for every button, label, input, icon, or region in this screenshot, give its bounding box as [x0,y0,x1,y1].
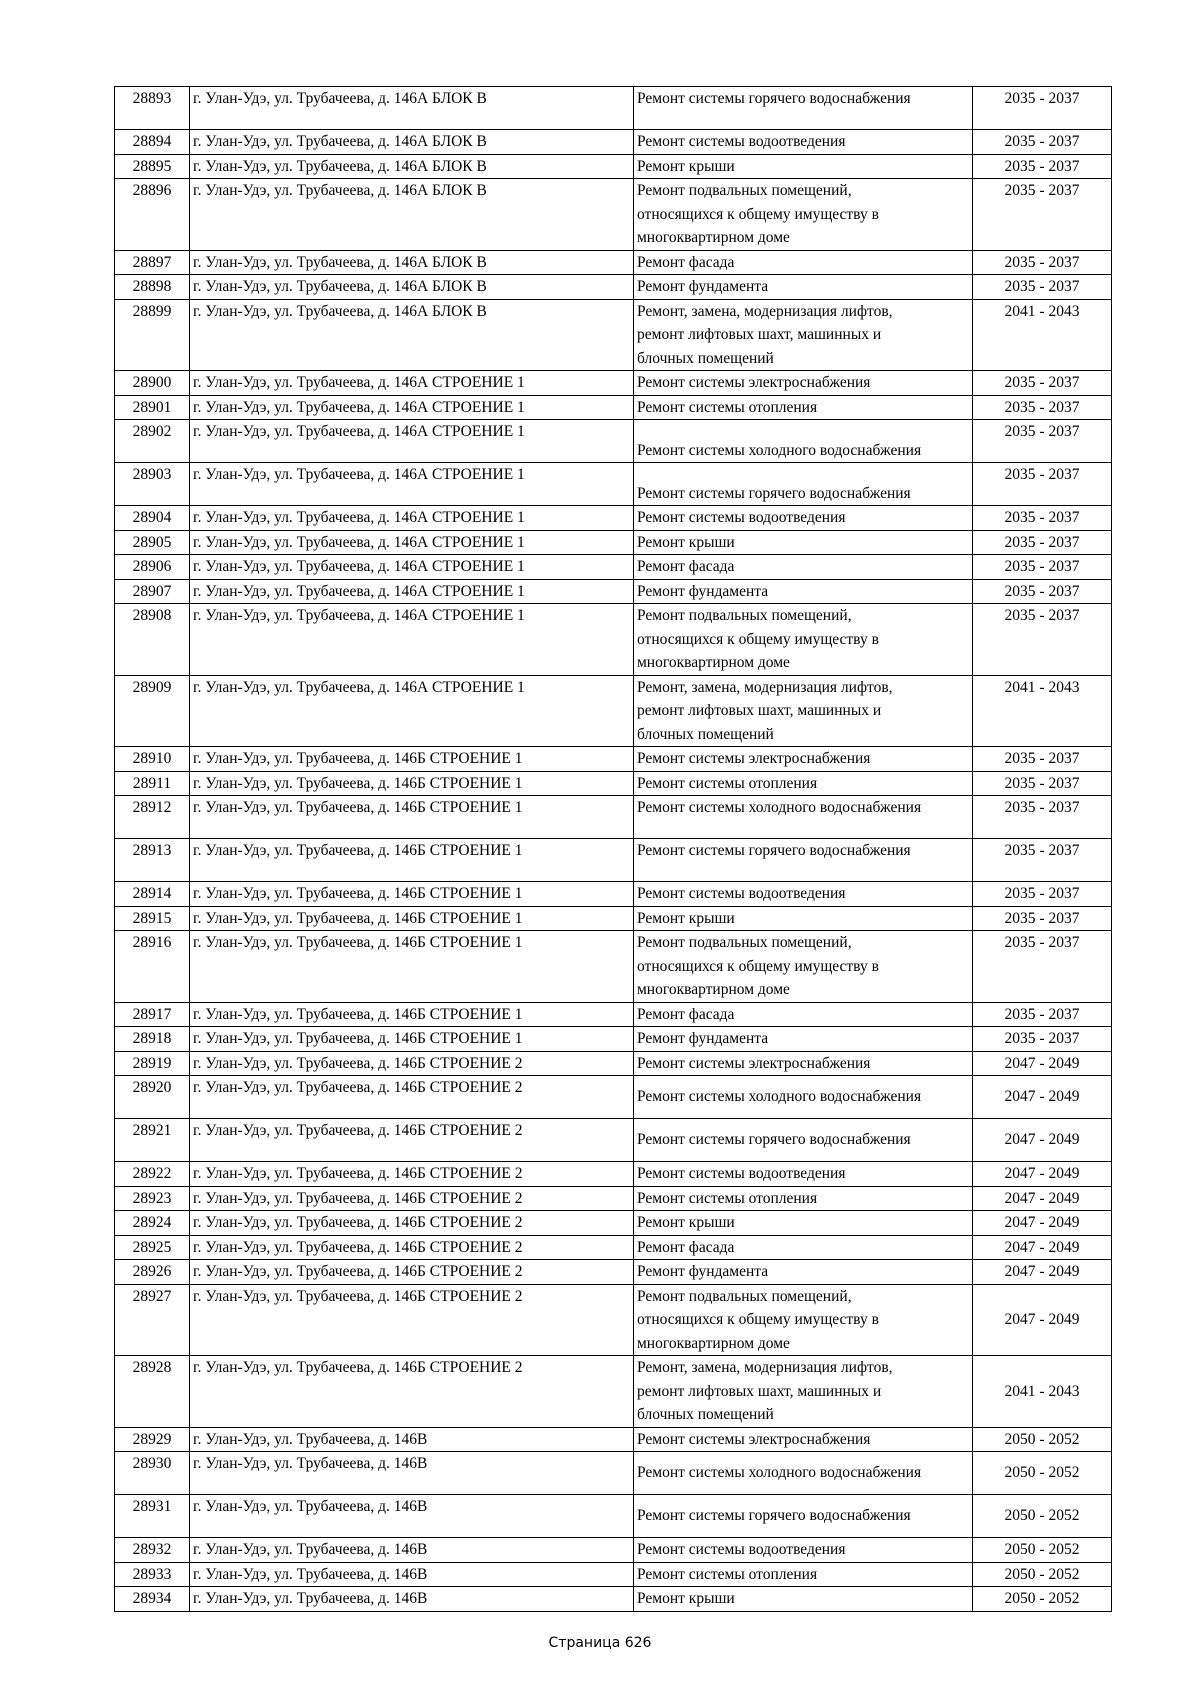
work-type-cell: Ремонт, замена, модернизация лифтов, ремонт лифтовых шахт, машинных и блочных помещений [634,675,973,747]
table-row [115,579,1112,604]
work-type-cell: Ремонт подвальных помещений, относящихся к общему имуществу в многоквартирном доме [634,604,973,676]
address-cell: г. Улан-Удэ, ул. Трубачеева, д. 146В [190,1587,634,1612]
row-number-cell: 28901 [115,395,190,420]
work-type-cell: Ремонт системы отопления [634,771,973,796]
table-row [115,771,1112,796]
period-cell: 2035 - 2037 [973,579,1112,604]
period-cell: 2035 - 2037 [973,395,1112,420]
address-cell: г. Улан-Удэ, ул. Трубачеева, д. 146Б СТРОЕНИЕ 1 [190,796,634,839]
table-row [115,796,1112,839]
address-cell: г. Улан-Удэ, ул. Трубачеева, д. 146А СТРОЕНИЕ 1 [190,395,634,420]
row-number-cell: 28910 [115,747,190,772]
table-row [115,506,1112,531]
row-number-cell: 28893 [115,87,190,130]
row-number-cell: 28900 [115,371,190,396]
table-row [115,275,1112,300]
period-cell: 2035 - 2037 [973,555,1112,580]
table-row [115,299,1112,371]
work-type-cell: Ремонт системы холодного водоснабжения [634,1076,973,1119]
address-cell: г. Улан-Удэ, ул. Трубачеева, д. 146Б СТРОЕНИЕ 2 [190,1356,634,1428]
period-cell: 2035 - 2037 [973,1027,1112,1052]
address-cell: г. Улан-Удэ, ул. Трубачеева, д. 146Б СТРОЕНИЕ 1 [190,1002,634,1027]
work-type-cell: Ремонт системы холодного водоснабжения [634,796,973,839]
period-cell: 2050 - 2052 [973,1427,1112,1452]
row-number-cell: 28916 [115,931,190,1003]
table-row [115,555,1112,580]
repair-schedule-table-container [114,86,1111,1612]
address-cell: г. Улан-Удэ, ул. Трубачеева, д. 146А БЛОК В [190,179,634,251]
address-cell: г. Улан-Удэ, ул. Трубачеева, д. 146Б СТРОЕНИЕ 2 [190,1186,634,1211]
row-number-cell: 28914 [115,882,190,907]
address-cell: г. Улан-Удэ, ул. Трубачеева, д. 146Б СТРОЕНИЕ 2 [190,1119,634,1162]
period-cell: 2047 - 2049 [973,1051,1112,1076]
table-row [115,463,1112,506]
address-cell: г. Улан-Удэ, ул. Трубачеева, д. 146Б СТРОЕНИЕ 2 [190,1076,634,1119]
table-row [115,371,1112,396]
period-cell: 2035 - 2037 [973,154,1112,179]
row-number-cell: 28927 [115,1284,190,1356]
work-type-cell: Ремонт крыши [634,530,973,555]
row-number-cell: 28907 [115,579,190,604]
row-number-cell: 28924 [115,1211,190,1236]
row-number-cell: 28912 [115,796,190,839]
table-row [115,604,1112,676]
table-row [115,1587,1112,1612]
address-cell: г. Улан-Удэ, ул. Трубачеева, д. 146А БЛОК В [190,154,634,179]
address-cell: г. Улан-Удэ, ул. Трубачеева, д. 146Б СТРОЕНИЕ 2 [190,1211,634,1236]
period-cell: 2050 - 2052 [973,1452,1112,1495]
address-cell: г. Улан-Удэ, ул. Трубачеева, д. 146А СТРОЕНИЕ 1 [190,579,634,604]
table-row [115,675,1112,747]
table-row [115,87,1112,130]
row-number-cell: 28929 [115,1427,190,1452]
table-row [115,1076,1112,1119]
row-number-cell: 28895 [115,154,190,179]
row-number-cell: 28915 [115,906,190,931]
table-row [115,839,1112,882]
work-type-cell: Ремонт фасада [634,1235,973,1260]
address-cell: г. Улан-Удэ, ул. Трубачеева, д. 146А БЛОК В [190,299,634,371]
row-number-cell: 28906 [115,555,190,580]
address-cell: г. Улан-Удэ, ул. Трубачеева, д. 146Б СТРОЕНИЕ 1 [190,906,634,931]
period-cell: 2050 - 2052 [973,1495,1112,1538]
row-number-cell: 28913 [115,839,190,882]
period-cell: 2047 - 2049 [973,1211,1112,1236]
period-cell: 2041 - 2043 [973,1356,1112,1428]
address-cell: г. Улан-Удэ, ул. Трубачеева, д. 146Б СТРОЕНИЕ 2 [190,1284,634,1356]
table-row [115,747,1112,772]
period-cell: 2035 - 2037 [973,250,1112,275]
address-cell: г. Улан-Удэ, ул. Трубачеева, д. 146Б СТРОЕНИЕ 1 [190,931,634,1003]
row-number-cell: 28918 [115,1027,190,1052]
table-row [115,882,1112,907]
address-cell: г. Улан-Удэ, ул. Трубачеева, д. 146В [190,1427,634,1452]
table-row [115,1235,1112,1260]
row-number-cell: 28922 [115,1162,190,1187]
table-row [115,1538,1112,1563]
row-number-cell: 28923 [115,1186,190,1211]
table-row [115,1051,1112,1076]
table-row [115,1562,1112,1587]
period-cell: 2035 - 2037 [973,1002,1112,1027]
table-row [115,1186,1112,1211]
row-number-cell: 28904 [115,506,190,531]
period-cell: 2035 - 2037 [973,179,1112,251]
period-cell: 2047 - 2049 [973,1235,1112,1260]
period-cell: 2035 - 2037 [973,371,1112,396]
address-cell: г. Улан-Удэ, ул. Трубачеева, д. 146А БЛОК В [190,130,634,155]
period-cell: 2035 - 2037 [973,463,1112,506]
work-type-cell: Ремонт фасада [634,1002,973,1027]
address-cell: г. Улан-Удэ, ул. Трубачеева, д. 146А СТРОЕНИЕ 1 [190,506,634,531]
period-cell: 2047 - 2049 [973,1186,1112,1211]
table-row [115,530,1112,555]
period-cell: 2035 - 2037 [973,906,1112,931]
work-type-cell: Ремонт системы электроснабжения [634,747,973,772]
row-number-cell: 28911 [115,771,190,796]
address-cell: г. Улан-Удэ, ул. Трубачеева, д. 146Б СТРОЕНИЕ 2 [190,1260,634,1285]
period-cell: 2050 - 2052 [973,1538,1112,1563]
address-cell: г. Улан-Удэ, ул. Трубачеева, д. 146А СТРОЕНИЕ 1 [190,530,634,555]
period-cell: 2035 - 2037 [973,530,1112,555]
table-row [115,1356,1112,1428]
row-number-cell: 28896 [115,179,190,251]
row-number-cell: 28908 [115,604,190,676]
work-type-cell: Ремонт фундамента [634,1027,973,1052]
period-cell: 2047 - 2049 [973,1260,1112,1285]
work-type-cell: Ремонт системы холодного водоснабжения [634,420,973,463]
address-cell: г. Улан-Удэ, ул. Трубачеева, д. 146А БЛОК В [190,275,634,300]
row-number-cell: 28921 [115,1119,190,1162]
work-type-cell: Ремонт крыши [634,906,973,931]
period-cell: 2035 - 2037 [973,771,1112,796]
address-cell: г. Улан-Удэ, ул. Трубачеева, д. 146Б СТРОЕНИЕ 1 [190,771,634,796]
work-type-cell: Ремонт системы электроснабжения [634,371,973,396]
period-cell: 2050 - 2052 [973,1587,1112,1612]
row-number-cell: 28909 [115,675,190,747]
period-cell: 2035 - 2037 [973,420,1112,463]
table-row [115,1162,1112,1187]
work-type-cell: Ремонт системы горячего водоснабжения [634,1119,973,1162]
work-type-cell: Ремонт системы отопления [634,1562,973,1587]
row-number-cell: 28899 [115,299,190,371]
row-number-cell: 28894 [115,130,190,155]
period-cell: 2035 - 2037 [973,87,1112,130]
work-type-cell: Ремонт системы горячего водоснабжения [634,463,973,506]
address-cell: г. Улан-Удэ, ул. Трубачеева, д. 146А БЛОК В [190,87,634,130]
work-type-cell: Ремонт системы электроснабжения [634,1051,973,1076]
table-row [115,179,1112,251]
row-number-cell: 28920 [115,1076,190,1119]
work-type-cell: Ремонт системы холодного водоснабжения [634,1452,973,1495]
period-cell: 2041 - 2043 [973,299,1112,371]
row-number-cell: 28898 [115,275,190,300]
row-number-cell: 28897 [115,250,190,275]
address-cell: г. Улан-Удэ, ул. Трубачеева, д. 146А СТРОЕНИЕ 1 [190,555,634,580]
table-row [115,1211,1112,1236]
address-cell: г. Улан-Удэ, ул. Трубачеева, д. 146Б СТРОЕНИЕ 2 [190,1235,634,1260]
table-row [115,1002,1112,1027]
period-cell: 2035 - 2037 [973,130,1112,155]
address-cell: г. Улан-Удэ, ул. Трубачеева, д. 146Б СТРОЕНИЕ 1 [190,882,634,907]
work-type-cell: Ремонт системы отопления [634,1186,973,1211]
period-cell: 2035 - 2037 [973,506,1112,531]
row-number-cell: 28928 [115,1356,190,1428]
address-cell: г. Улан-Удэ, ул. Трубачеева, д. 146А СТРОЕНИЕ 1 [190,463,634,506]
work-type-cell: Ремонт системы электроснабжения [634,1427,973,1452]
period-cell: 2035 - 2037 [973,275,1112,300]
work-type-cell: Ремонт фундамента [634,275,973,300]
period-cell: 2035 - 2037 [973,931,1112,1003]
address-cell: г. Улан-Удэ, ул. Трубачеева, д. 146А СТРОЕНИЕ 1 [190,371,634,396]
row-number-cell: 28903 [115,463,190,506]
row-number-cell: 28905 [115,530,190,555]
address-cell: г. Улан-Удэ, ул. Трубачеева, д. 146А БЛОК В [190,250,634,275]
address-cell: г. Улан-Удэ, ул. Трубачеева, д. 146Б СТРОЕНИЕ 2 [190,1051,634,1076]
period-cell: 2050 - 2052 [973,1562,1112,1587]
row-number-cell: 28925 [115,1235,190,1260]
period-cell: 2035 - 2037 [973,796,1112,839]
work-type-cell: Ремонт системы отопления [634,395,973,420]
row-number-cell: 28917 [115,1002,190,1027]
work-type-cell: Ремонт системы горячего водоснабжения [634,1495,973,1538]
row-number-cell: 28930 [115,1452,190,1495]
address-cell: г. Улан-Удэ, ул. Трубачеева, д. 146А СТРОЕНИЕ 1 [190,420,634,463]
work-type-cell: Ремонт крыши [634,1211,973,1236]
address-cell: г. Улан-Удэ, ул. Трубачеева, д. 146А СТРОЕНИЕ 1 [190,604,634,676]
work-type-cell: Ремонт системы водоотведения [634,506,973,531]
period-cell: 2035 - 2037 [973,747,1112,772]
work-type-cell: Ремонт крыши [634,1587,973,1612]
table-row [115,395,1112,420]
period-cell: 2047 - 2049 [973,1162,1112,1187]
address-cell: г. Улан-Удэ, ул. Трубачеева, д. 146Б СТРОЕНИЕ 1 [190,1027,634,1052]
period-cell: 2035 - 2037 [973,604,1112,676]
table-row [115,931,1112,1003]
address-cell: г. Улан-Удэ, ул. Трубачеева, д. 146Б СТРОЕНИЕ 2 [190,1162,634,1187]
period-cell: 2035 - 2037 [973,839,1112,882]
table-row [115,1452,1112,1495]
period-cell: 2047 - 2049 [973,1119,1112,1162]
table-row [115,1427,1112,1452]
work-type-cell: Ремонт подвальных помещений, относящихся к общему имуществу в многоквартирном доме [634,931,973,1003]
table-row [115,1260,1112,1285]
work-type-cell: Ремонт системы водоотведения [634,882,973,907]
address-cell: г. Улан-Удэ, ул. Трубачеева, д. 146В [190,1495,634,1538]
table-body [115,87,1112,1612]
address-cell: г. Улан-Удэ, ул. Трубачеева, д. 146Б СТРОЕНИЕ 1 [190,839,634,882]
address-cell: г. Улан-Удэ, ул. Трубачеева, д. 146В [190,1538,634,1563]
work-type-cell: Ремонт подвальных помещений, относящихся к общему имуществу в многоквартирном доме [634,1284,973,1356]
work-type-cell: Ремонт системы горячего водоснабжения [634,839,973,882]
address-cell: г. Улан-Удэ, ул. Трубачеева, д. 146А СТРОЕНИЕ 1 [190,675,634,747]
period-cell: 2041 - 2043 [973,675,1112,747]
row-number-cell: 28902 [115,420,190,463]
row-number-cell: 28934 [115,1587,190,1612]
work-type-cell: Ремонт, замена, модернизация лифтов, ремонт лифтовых шахт, машинных и блочных помещений [634,299,973,371]
work-type-cell: Ремонт подвальных помещений, относящихся к общему имуществу в многоквартирном доме [634,179,973,251]
row-number-cell: 28926 [115,1260,190,1285]
work-type-cell: Ремонт фундамента [634,579,973,604]
row-number-cell: 28932 [115,1538,190,1563]
work-type-cell: Ремонт системы водоотведения [634,1162,973,1187]
table-row [115,1027,1112,1052]
row-number-cell: 28933 [115,1562,190,1587]
table-row [115,130,1112,155]
row-number-cell: 28919 [115,1051,190,1076]
work-type-cell: Ремонт системы горячего водоснабжения [634,87,973,130]
period-cell: 2047 - 2049 [973,1076,1112,1119]
address-cell: г. Улан-Удэ, ул. Трубачеева, д. 146В [190,1562,634,1587]
address-cell: г. Улан-Удэ, ул. Трубачеева, д. 146В [190,1452,634,1495]
work-type-cell: Ремонт системы водоотведения [634,1538,973,1563]
address-cell: г. Улан-Удэ, ул. Трубачеева, д. 146Б СТРОЕНИЕ 1 [190,747,634,772]
page-number: Страница 626 [548,1635,652,1651]
repair-schedule-table [114,86,1112,1612]
work-type-cell: Ремонт фасада [634,555,973,580]
table-row [115,154,1112,179]
table-row [115,1284,1112,1356]
table-row [115,1495,1112,1538]
table-row [115,420,1112,463]
work-type-cell: Ремонт крыши [634,154,973,179]
table-row [115,1119,1112,1162]
table-row [115,250,1112,275]
work-type-cell: Ремонт фундамента [634,1260,973,1285]
period-cell: 2047 - 2049 [973,1284,1112,1356]
work-type-cell: Ремонт, замена, модернизация лифтов, ремонт лифтовых шахт, машинных и блочных помещений [634,1356,973,1428]
period-cell: 2035 - 2037 [973,882,1112,907]
table-row [115,906,1112,931]
work-type-cell: Ремонт системы водоотведения [634,130,973,155]
row-number-cell: 28931 [115,1495,190,1538]
work-type-cell: Ремонт фасада [634,250,973,275]
